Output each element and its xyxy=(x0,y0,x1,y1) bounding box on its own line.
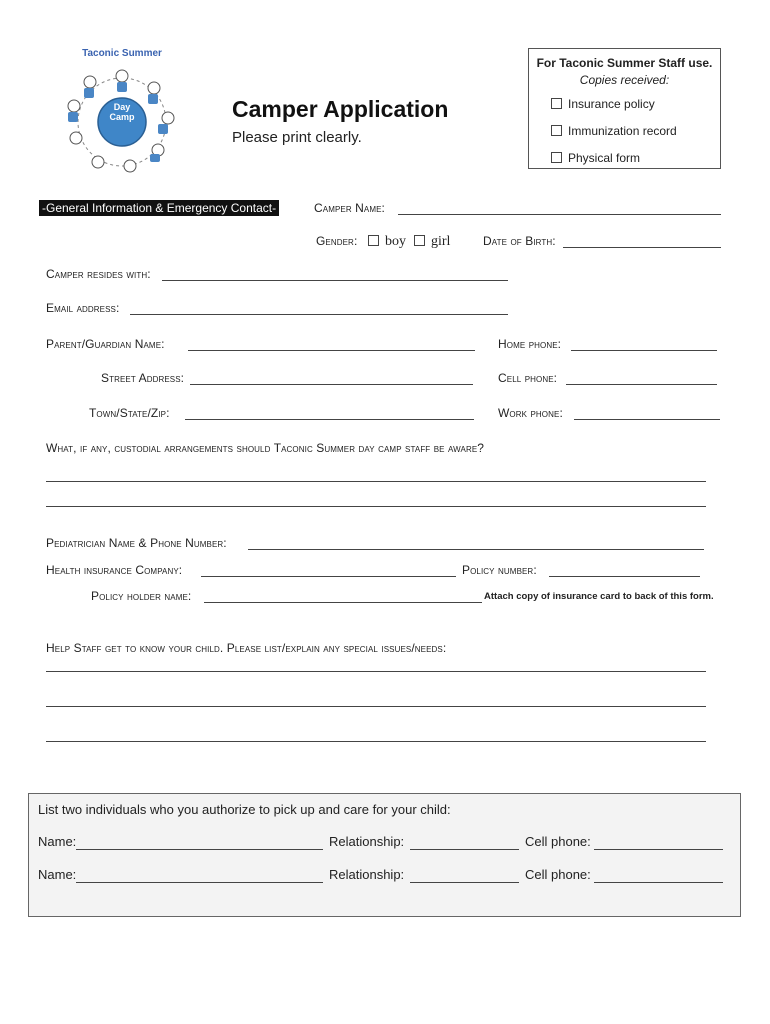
staff-box-subheading: Copies received: xyxy=(579,73,670,87)
parent-name-field[interactable] xyxy=(188,350,475,351)
staff-item-label: Physical form xyxy=(568,151,641,165)
pediatrician-field[interactable] xyxy=(248,549,704,550)
resides-with-label: Camper resides with: xyxy=(46,267,151,281)
resides-with-field[interactable] xyxy=(162,280,508,281)
pickup-name-label: Name: xyxy=(38,834,77,849)
pickup-intro: List two individuals who you authorize to pick up and care for your child: xyxy=(38,802,451,817)
camper-name-field[interactable] xyxy=(398,214,721,215)
logo-badge xyxy=(102,102,142,122)
policy-holder-field[interactable] xyxy=(204,602,482,603)
gender-girl-option[interactable] xyxy=(414,234,450,250)
pickup-cell-field[interactable] xyxy=(594,849,723,850)
gender-girl-label: girl xyxy=(431,234,451,249)
attach-card-note: Attach copy of insurance card to back of this form. xyxy=(484,591,714,602)
cell-phone-label: Cell phone: xyxy=(498,371,558,385)
page-subtitle: Please print clearly. xyxy=(232,129,362,146)
pickup-relationship-field[interactable] xyxy=(410,849,519,850)
camper-name-label: Camper Name: xyxy=(314,201,385,215)
email-field[interactable] xyxy=(130,314,508,315)
insurance-company-label: Health insurance Company: xyxy=(46,563,183,577)
street-address-label: Street Address: xyxy=(101,371,185,385)
checkbox-icon[interactable] xyxy=(551,98,562,109)
staff-use-box xyxy=(528,48,721,169)
pickup-name-label: Name: xyxy=(38,867,77,882)
custodial-answer-line[interactable] xyxy=(46,506,706,507)
home-phone-field[interactable] xyxy=(571,350,717,351)
staff-item-label: Immunization record xyxy=(568,124,677,138)
staff-box-heading: For Taconic Summer Staff use. xyxy=(536,56,713,70)
work-phone-field[interactable] xyxy=(574,419,720,420)
dob-field[interactable] xyxy=(563,247,721,248)
camp-logo xyxy=(58,48,186,184)
pickup-name-field[interactable] xyxy=(76,849,323,850)
work-phone-label: Work phone: xyxy=(498,406,563,420)
custodial-answer-line[interactable] xyxy=(46,481,706,482)
special-needs-line[interactable] xyxy=(46,706,706,707)
pickup-relationship-label: Relationship: xyxy=(329,867,405,882)
pickup-name-field[interactable] xyxy=(76,882,323,883)
gender-boy-option[interactable] xyxy=(368,234,406,250)
pediatrician-label: Pediatrician Name & Phone Number: xyxy=(46,536,227,550)
special-needs-line[interactable] xyxy=(46,671,706,672)
checkbox-icon[interactable] xyxy=(414,235,425,246)
cell-phone-field[interactable] xyxy=(566,384,717,385)
town-state-zip-field[interactable] xyxy=(185,419,474,420)
special-needs-line[interactable] xyxy=(46,741,706,742)
pickup-relationship-field[interactable] xyxy=(410,882,519,883)
pickup-cell-label: Cell phone: xyxy=(525,834,591,849)
insurance-company-field[interactable] xyxy=(201,576,456,577)
custodial-question: What, if any, custodial arrangements should Taconic Summer day camp staff be aware? xyxy=(46,441,485,455)
section-label: -General Information & Emergency Contact- xyxy=(39,200,279,216)
page-title: Camper Application xyxy=(232,96,449,122)
staff-item-immunization[interactable] xyxy=(551,124,677,138)
logo-badge-camp: Camp xyxy=(109,112,135,122)
staff-item-label: Insurance policy xyxy=(568,97,655,111)
checkbox-icon[interactable] xyxy=(551,125,562,136)
policy-number-label: Policy number: xyxy=(462,563,537,577)
gender-boy-label: boy xyxy=(385,234,406,249)
gender-label: Gender: xyxy=(316,234,358,248)
policy-number-field[interactable] xyxy=(549,576,700,577)
street-address-field[interactable] xyxy=(190,384,473,385)
pickup-cell-label: Cell phone: xyxy=(525,867,591,882)
staff-item-physical[interactable] xyxy=(551,151,640,165)
checkbox-icon[interactable] xyxy=(368,235,379,246)
home-phone-label: Home phone: xyxy=(498,337,562,351)
checkbox-icon[interactable] xyxy=(551,152,562,163)
pickup-cell-field[interactable] xyxy=(594,882,723,883)
parent-name-label: Parent/Guardian Name: xyxy=(46,337,165,351)
logo-badge-day: Day xyxy=(113,102,131,112)
staff-item-insurance[interactable] xyxy=(551,97,655,111)
town-state-zip-label: Town/State/Zip: xyxy=(89,406,170,420)
dob-label: Date of Birth: xyxy=(483,234,556,248)
special-needs-label: Help Staff get to know your child. Please list/explain any special issues/needs: xyxy=(46,641,447,655)
authorized-pickup-box xyxy=(28,793,741,917)
email-label: Email address: xyxy=(46,301,120,315)
pickup-relationship-label: Relationship: xyxy=(329,834,405,849)
logo-circle-icon xyxy=(58,62,186,184)
policy-holder-label: Policy holder name: xyxy=(91,589,192,603)
logo-title: Taconic Summer xyxy=(82,48,162,59)
